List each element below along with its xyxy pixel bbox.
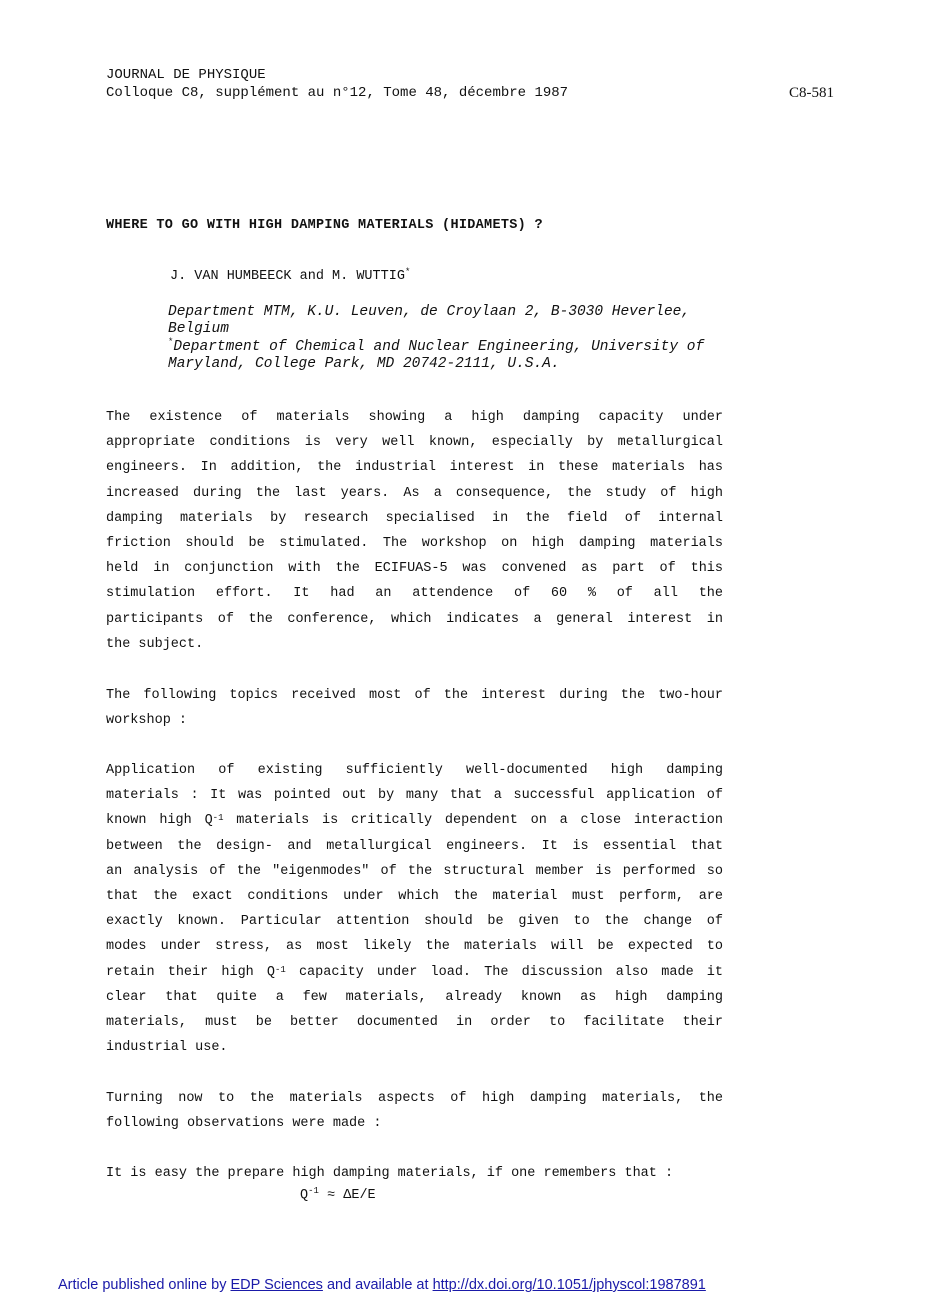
text-line: appropriate conditions is very well known, especially by metallurgical — [106, 435, 723, 451]
damping-formula — [300, 1188, 376, 1203]
formula-rhs: ΔE/E — [343, 1188, 376, 1203]
affiliation-mark: * — [168, 337, 174, 347]
text-line: held in conjunction with the ECIFUAS-5 was convened as part of this — [106, 561, 723, 577]
paragraph-application — [106, 758, 723, 1060]
formula-relation: ≈ — [327, 1188, 336, 1203]
text-line: following observations were made : — [106, 1116, 382, 1132]
text-line: between the design- and metallurgical engineers. It is essential that — [106, 838, 723, 854]
affiliation-2-line-2: Maryland, College Park, MD 20742-2111, U.S.A. — [168, 356, 560, 372]
text-line: that the exact conditions under which the material must perform, are — [106, 888, 723, 904]
text-line: an analysis of the "eigenmodes" of the structural member is performed so — [106, 863, 723, 879]
paper-title: WHERE TO GO WITH HIGH DAMPING MATERIALS (HIDAMETS) ? — [106, 218, 543, 233]
issue-info: Colloque C8, supplément au n°12, Tome 48, décembre 1987 — [106, 85, 569, 101]
text-line: Turning now to the materials aspects of high damping materials, the — [106, 1091, 723, 1106]
footer-middle: and available at — [322, 1277, 433, 1293]
text-line: Application of existing sufficiently well-documented high damping — [106, 763, 723, 778]
text-line: increased during the last years. As a consequence, the study of high — [106, 485, 723, 501]
author-names: J. VAN HUMBEECK and M. WUTTIG — [170, 269, 405, 284]
text-line: known high $Q^{-1}$ materials is critically dependent on a close interaction — [106, 813, 723, 829]
doi-link[interactable]: http://dx.doi.org/10.1051/jphyscol:1987891 — [432, 1277, 706, 1293]
text-line: modes under stress, as most likely the materials will be expected to — [106, 939, 723, 955]
text-line: friction should be stimulated. The workshop on high damping materials — [106, 535, 723, 551]
affiliation-2-text: Department of Chemical and Nuclear Engineering, University of — [173, 339, 705, 355]
publisher-link[interactable]: EDP Sciences — [230, 1277, 323, 1293]
author-footnote-mark: * — [404, 267, 411, 277]
text-line: the subject. — [106, 636, 204, 652]
text-line: exactly known. Particular attention should be given to the change of — [106, 914, 723, 930]
formula-exponent: -1 — [308, 1186, 319, 1196]
footer-prefix: Article published online by — [58, 1277, 231, 1293]
paragraph-preparation — [106, 1161, 723, 1186]
affiliation-2-line-1 — [168, 339, 704, 358]
text-line: participants of the conference, which indicates a general interest in — [106, 611, 723, 627]
publication-footer — [58, 1277, 706, 1293]
text-line: materials, must be better documented in order to facilitate their — [106, 1014, 723, 1030]
authors — [170, 269, 410, 284]
text-line: The following topics received most of the interest during the two-hour — [106, 688, 723, 703]
journal-name: JOURNAL DE PHYSIQUE — [106, 67, 266, 83]
text-line: The existence of materials showing a high damping capacity under — [106, 410, 723, 425]
paragraph-topics — [106, 683, 723, 733]
text-line: clear that quite a few materials, already known as high damping — [106, 989, 723, 1005]
text-line: workshop : — [106, 713, 188, 729]
text-line: materials : It was pointed out by many that a successful application of — [106, 788, 723, 804]
affiliation-1-line-2: Belgium — [168, 321, 229, 337]
affiliation-1-line-1: Department MTM, K.U. Leuven, de Croylaan 2, B-3030 Heverlee, — [168, 304, 691, 320]
text-line: retain their high $Q^{-1}$ capacity under load. The discussion also made it — [106, 964, 723, 980]
text-line: stimulation effort. It had an attendence of 60 % of all the — [106, 586, 723, 602]
text-line: industrial use. — [106, 1040, 228, 1056]
text-line: engineers. In addition, the industrial interest in these materials has — [106, 460, 723, 476]
paragraph-introduction — [106, 405, 723, 657]
formula-lhs: Q — [300, 1188, 309, 1203]
text-line: It is easy the prepare high damping materials, if one remembers that : — [106, 1166, 674, 1181]
paragraph-materials-aspects — [106, 1086, 723, 1136]
page-number: C8-581 — [789, 85, 834, 101]
text-line: damping materials by research specialised in the field of internal — [106, 510, 723, 526]
